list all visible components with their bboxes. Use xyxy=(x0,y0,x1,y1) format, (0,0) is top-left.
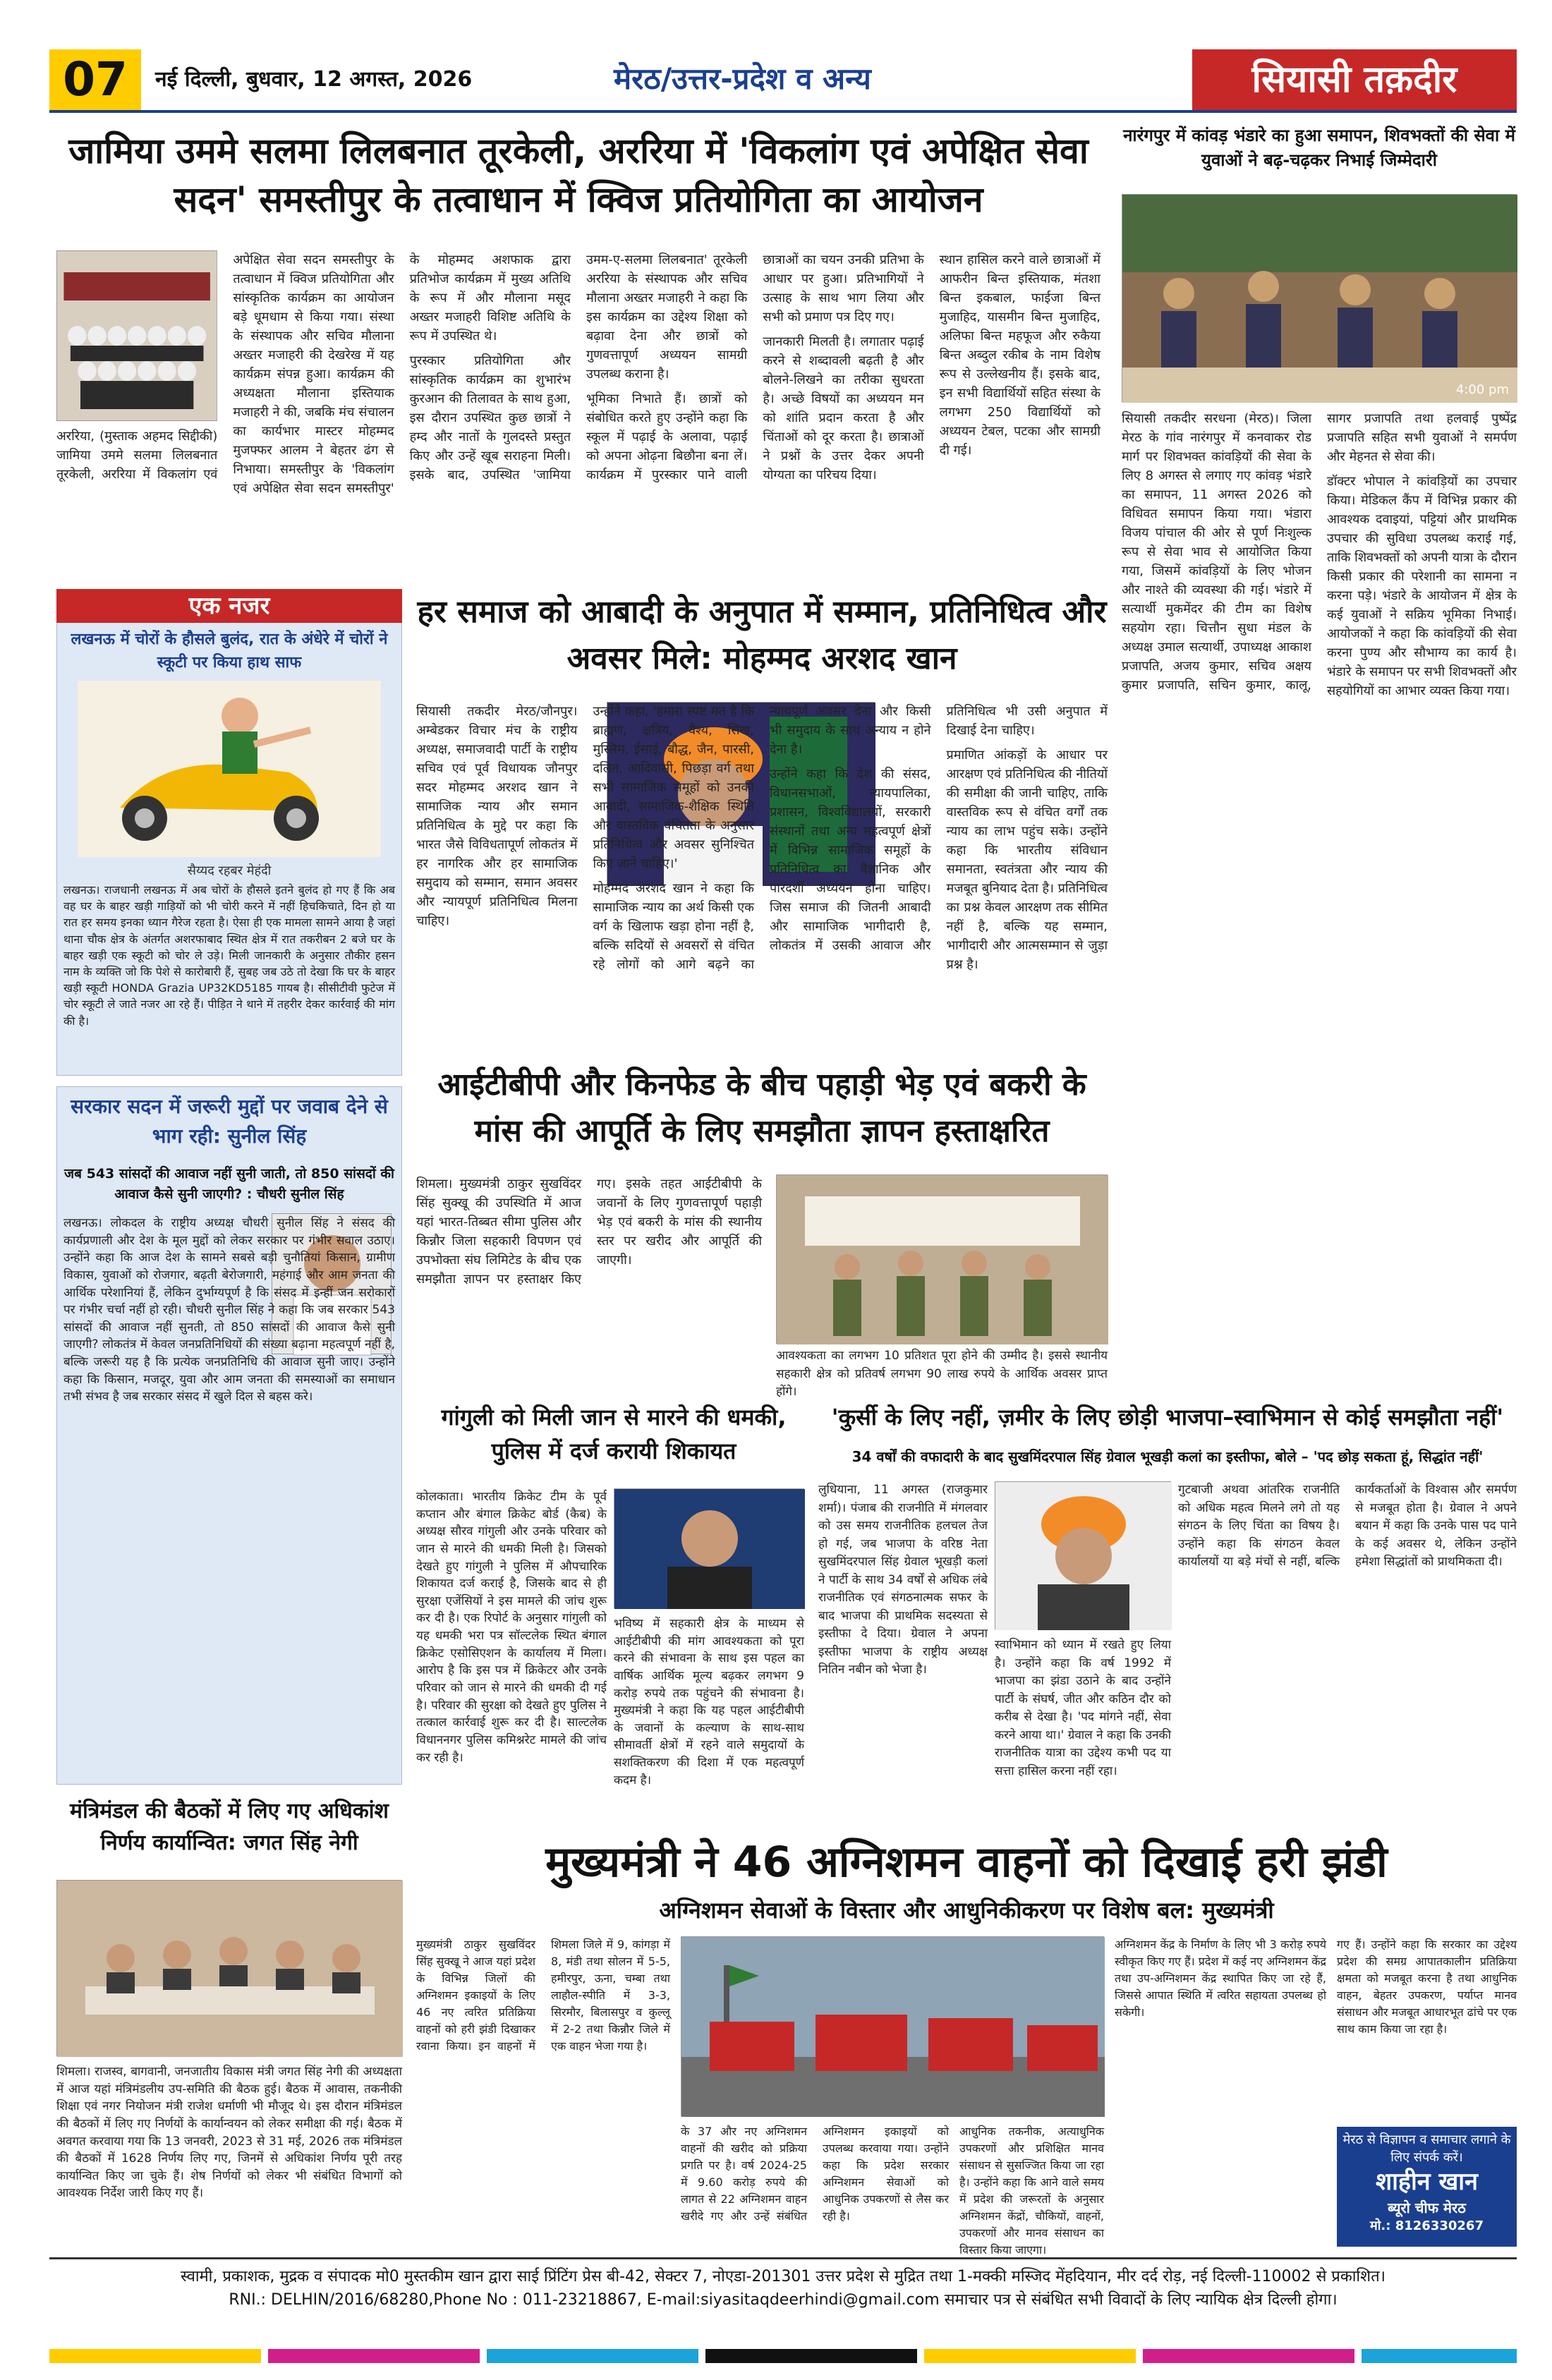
story1-photo xyxy=(56,250,217,421)
fire-para: आधुनिक तकनीक, अत्याधुनिक उपकरणों और प्रशिक्षित मानव संसाधन से सुसज्जित किया जा रहा है। उन्होंने कहा कि आने वाले समय में प्रदेश की जरूरतों के अनुसार अग्निशमन केंद्रों, चौकियों, वाहनों, उपकरणों और मानव संसाधन का विस्तार किया जाएगा। xyxy=(959,2125,1104,2257)
ek-nazar-body: लखनऊ। राजधानी लखनऊ में अब चोरों के हौसले इतने बुलंद हो गए हैं कि अब वह घर के बाहर खड़ी गाड़ियों को भी चोरी करने में नहीं हिचकिचाते, दिन हो या रात हर समय इनका ध्यान गैरेज रहता है। ऐसा ही एक मामला सामने आया है जहां थाना चौक क्षेत्र के अंतर्गत अशरफाबाद स्थित क्षेत्र में रात तकरीबन 2 बजे घर के बाहर खड़ी एक स्कूटी को चोर ले उड़े। मिली जानकारी के अनुसार तौकीर हसन नाम के व्यक्ति जो कि पेशे से कारोबारी हैं, सुबह जब उठे तो देखा कि घर के बाहर खड़ी स्कूटी HONDA Grazia UP32KD5185 गायब है। सीसीटीवी फुटेज में चोर स्कूटी ले जाते नजर आ रहे हैं। पीड़ित ने थाने में तहरीर देकर कार्रवाई की मांग की है। xyxy=(63,883,395,1028)
kursi-headline: 'कुर्सी के लिए नहीं, ज़मीर के लिए छोड़ी भाजपा–स्वाभिमान से कोई समझौता नहीं' xyxy=(831,1404,1504,1431)
fire-para: गए हैं। उन्होंने कहा कि सरकार का उद्देश्य प्रदेश की समग्र आपातकालीन प्रतिक्रिया क्षमता को मजबूत करना है तथा आधुनिक वाहन, बेहतर उपकरण, पर्याप्त मानव संसाधन और मजबूत आधारभूत ढांचे पर एक साथ काम किया जा रहा है। xyxy=(1337,1938,1517,2036)
color-bar xyxy=(49,2349,1517,2366)
arshad-para: उन्होंने कहा कि देश की संसद, विधानसभाओं, न्यायपालिका, प्रशासन, विश्वविद्यालयों, सरकारी संस्थानों तथा अन्य महत्वपूर्ण क्षेत्रों में विभिन्न सामाजिक समूहों के प्रतिनिधित्व का वैज्ञानिक और पारदर्शी अध्ययन होना चाहिए। जिस समाज की जितनी आबादी और सामाजिक भागीदारी है, लोकतंत्र में उसकी आवाज और प्रतिनिधित्व भी उसी अनुपात में दिखाई देना चाहिए। xyxy=(770,704,1108,953)
arshad-headline: हर समाज को आबादी के अनुपात में सम्मान, प्रतिनिधित्व और अवसर मिले: मोहम्मद अरशद खान xyxy=(417,594,1107,676)
fire-body3 xyxy=(959,2123,1104,2257)
ad-name: शाहीन खान xyxy=(1376,2168,1478,2197)
itbp-headline: आईटीबीपी और किनफेड के बीच पहाड़ी भेड़ एवं बकरी के मांस की आपूर्ति के लिए समझौता ज्ञापन हस्ताक्षरित xyxy=(437,1067,1086,1149)
ad-title: ब्यूरो चीफ मेरठ xyxy=(1388,2199,1466,2216)
arshad-para: मोहम्मद अरशद खान ने कहा कि सामाजिक न्याय का अर्थ किसी एक वर्ग के खिलाफ खड़ा होना नहीं है, बल्कि सदियों से अवसरों से वंचित रहे लोगों को आगे बढ़ने का न्यायपूर्ण अवसर देना और किसी भी समुदाय के साथ अन्याय न होने देना है। xyxy=(593,704,931,972)
story2-headline: नारंगपुर में कांवड़ भंडारे का हुआ समापन, शिवभक्तों की सेवा में युवाओं ने बढ़-चढ़कर निभाई जिम्मेदारी xyxy=(1123,126,1515,170)
story2-photo xyxy=(1122,194,1517,402)
ganguly-headline: गांगुली को मिली जान से मारने की धमकी, पुलिस में दर्ज करायी शिकायत xyxy=(441,1404,787,1464)
ganguly-body-cont xyxy=(614,1615,804,1820)
story1-para: भूमिका निभाते हैं। छात्रों को संबोधित करते हुए उन्होंने कहा कि स्कूल में पढ़ाई के अलावा, पढ़ाई को अपना ओढ़ना बिछौना बना लें। कार्यक्रम में पुरस्कार पाने वाली छात्राओं का चयन उनकी प्रतिभा के आधार पर हुआ। प्रतिभागियों ने उत्साह के साथ भाग लिया और सभी को प्रमाण पत्र दिए गए। xyxy=(586,253,924,482)
itbp-para: आवश्यकता का लगभग 10 प्रतिशत पूरा होने की उम्मीद है। इससे स्थानीय सहकारी क्षेत्र को प्रतिवर्ष लगभग 90 लाख रुपये के आर्थिक अवसर प्राप्त होंगे। xyxy=(776,1349,1108,1399)
ganguly-photo xyxy=(614,1488,804,1608)
page-number: 07 xyxy=(49,49,141,110)
story2-body xyxy=(1122,409,1517,769)
itbp-body2 xyxy=(776,1347,1108,1399)
ek-nazar-label: एक नजर xyxy=(56,589,402,623)
kursi-body xyxy=(818,1481,988,1820)
arshad-para: प्रमाणित आंकड़ों के आधार पर आरक्षण एवं प्रतिनिधित्व की नीतियों की समीक्षा की जानी चाहिए, ताकि वास्तविक रूप से वंचित वर्गों तक न्याय का लाभ पहुंच सके। उन्होंने कहा कि भारतीय संविधान समानता, स्वतंत्रता और न्याय की मजबूत बुनियाद देता है। प्रतिनिधित्व का प्रश्न केवल आरक्षण तक सीमित नहीं है, बल्कि यह सम्मान, भागीदारी और आत्मसम्मान से जुड़ा प्रश्न है। xyxy=(946,748,1108,972)
ad-phone: मो.: 8126330267 xyxy=(1370,2218,1484,2233)
sunil-body: लखनऊ। लोकदल के राष्ट्रीय अध्यक्ष चौधरी सुनील सिंह ने संसद की कार्यप्रणाली और देश के मूल मुद्दों को लेकर सरकार पर गंभीर सवाल उठाए। उन्होंने कहा कि आज देश के सामने सबसे बड़ी चुनौतियां किसान, ग्रामीण विकास, युवाओं को रोजगार, बढ़ती बेरोजगारी, महंगाई और आम जनता की आर्थिक परेशानियां हैं, लेकिन दुर्भाग्यपूर्ण है कि संसद में इन्हीं जन सरोकारों पर गंभीर चर्चा नहीं हो रही। चौधरी सुनील सिंह ने कहा कि जब सरकार 543 सांसदों की आवाज नहीं सुनती, तो 850 सांसदों की आवाज कैसे सुनी जाएगी? लोकतंत्र में केवल जनप्रतिनिधियों की संख्या बढ़ाना महत्वपूर्ण नहीं है, बल्कि जरूरी यह है कि प्रत्येक जनप्रतिनिधि की आवाज सुनी जाए। उन्होंने कहा कि किसान, मजदूर, युवा और आम जनता की समस्याओं का समाधान तभी संभव है जब सरकार संसद में खुले दिल से बहस करे। xyxy=(63,1216,395,1404)
fire-subhead: अग्निशमन सेवाओं के विस्तार और आधुनिकीकरण पर विशेष बल: मुख्यमंत्री xyxy=(659,1897,1274,1924)
fire-body4 xyxy=(1115,1936,1326,2247)
arshad-para: सियासी तकदीर मेरठ/जौनपुर। अम्बेडकर विचार मंच के राष्ट्रीय अध्यक्ष, समाजवादी पार्टी के राष्ट्रीय सचिव एवं पूर्व विधायक जौनपुर सदर मोहम्मद अरशद खान ने सामाजिक न्याय और समान प्रतिनिधित्व के मुद्दे पर कहा कि भारत जैसे विविधतापूर्ण लोकतंत्र में हर नागरिक और हर सामाजिक समुदाय को सम्मान, समान अवसर और न्यायपूर्ण प्रतिनिधित्व मिलना चाहिए। xyxy=(416,704,578,928)
imprint-line-1: स्वामी, प्रकाशक, मुद्रक व संपादक मो0 मुस्तकीम खान द्वारा साई प्रिंटिंग प्रेस बी-42, सेक्टर 7, नोएडा-201301 उत्तर प्रदेश से मुद्रित तथा 1-मक्की मस्जिद मेंहदियान, मीर दर्द रोड़, नई दिल्ली-110002 से प्रकाशित। xyxy=(181,2268,1386,2285)
story1-para: अररिया, (मुस्ताक अहमद सिद्दीकी) जामिया उममे सलमा लिलबनात तूरकेली, अररिया में विकलांग एवं अपेक्षित सेवा सदन समस्तीपुर के तत्वाधान में क्विज प्रतियोगिता और सांस्कृतिक कार्यक्रम का आयोजन बड़े धूमधाम से किया गया। संस्था के संस्थापक और सचिव मौलाना अख्तर मजाहरी की देखरेख में यह कार्यक्रम संपन्न हुआ। कार्यक्रम की अध्यक्षता मौलाना इस्तियाक मजाहरी ने की, जबकि मंच संचालन का कार्यभार मास्टर मोहम्मद मुजफ्फर आलम ने बेहतर ढंग से निभाया। समस्तीपुर के 'विकलांग एवं अपेक्षित सेवा सदन समस्तीपुर' के मोहम्मद अशफाक द्वारा प्रतिभोज कार्यक्रम में मुख्य अतिथि के रूप में और मौलाना मसूद अख्तर मजाहरी विशिष्ट अतिथि के रूप में उपस्थित थे। xyxy=(56,253,571,496)
itbp-para: शिमला। मुख्यमंत्री ठाकुर सुखविंदर सिंह सुक्खू की उपस्थिति में आज यहां भारत-तिब्बत सीमा पुलिस और किन्नौर जिला सहकारी विपणन एवं उपभोक्ता संघ लिमिटेड के बीच एक समझौता ज्ञापन पर हस्ताक्षर किए गए। इसके तहत आईटीबीपी के जवानों के लिए गुणवत्तापूर्ण पहाड़ी भेड़ एवं बकरी के मांस की स्थानीय स्तर पर खरीद और आपूर्ति की जाएगी। xyxy=(416,1177,762,1287)
ad-line: मेरठ से विज्ञापन व समाचार लगाने के लिए संपर्क करें। xyxy=(1342,2132,1511,2166)
arshad-body xyxy=(416,702,1108,1055)
sunil-subhead: जब 543 सांसदों की आवाज नहीं सुनी जाती, तो 850 सांसदों की आवाज कैसे सुनी जाएगी? : चौधरी सुनील सिंह xyxy=(64,1166,394,1202)
arshad-para: उन्होंने कहा, 'हमारा स्पष्ट मत है कि ब्राह्मण, क्षत्रिय, वैश्य, सिख, मुस्लिम, ईसाई, बौद्ध, जैन, पारसी, दलित, आदिवासी, पिछड़ा वर्ग तथा सभी सामाजिक समूहों को उनकी आबादी, सामाजिक-शैक्षिक स्थिति और वास्तविक वंचितता के अनुसार प्रतिनिधित्व और अवसर सुनिश्चित किए जाने चाहिए।' xyxy=(593,704,754,871)
brand-title: सियासी तक़दीर xyxy=(1192,49,1517,110)
fire-body2 xyxy=(681,2123,949,2247)
kursi-photo xyxy=(995,1481,1171,1629)
section-title: मेरठ/उत्तर-प्रदेश व अन्य xyxy=(614,61,871,96)
story1-para: पुरस्कार प्रतियोगिता और सांस्कृतिक कार्यक्रम का शुभारंभ कुरआन की तिलावत के साथ हुआ, इस दौरान उपस्थित कुछ छात्रों ने हम्द और नातों के गुलदस्ते प्रस्तुत किए और उन्हें खूब सराहना मिली। इसके बाद, उपस्थित 'जामिया उमम-ए-सलमा लिलबनात' तूरकेली अररिया के संस्थापक और सचिव मौलाना अख्तर मजाहरी ने कहा कि इस कार्यक्रम का उद्देश्य शिक्षा को बढ़ावा देना और छात्रों को गुणवत्तापूर्ण अध्ययन सामग्री उपलब्ध कराना है। xyxy=(409,253,748,482)
imprint-footer xyxy=(49,2257,1517,2342)
photo-timestamp: 4:00 pm xyxy=(1455,382,1509,397)
kursi-body3 xyxy=(1178,1481,1517,1820)
ganguly-body: कोलकाता। भारतीय क्रिकेट टीम के पूर्व कप्तान और बंगाल क्रिकेट बोर्ड (कैब) के अध्यक्ष सौरव गांगुली और उनके परिवार को जान से मारने की धमकी मिली है। जिसको देखते हुए गांगुली ने पुलिस में औपचारिक शिकायत दर्ज कराई है, जिसके बाद से ही सुरक्षा एजेंसियों ने इस मामले की जांच शुरू कर दी है। एक रिपोर्ट के अनुसार गांगुली को यह धमकी भरा पत्र सॉल्टलेक स्थित बंगाल क्रिकेट एसोसिएशन के कार्यालय में मिला। आरोप है कि इस पत्र में क्रिकेटर और उनके परिवार को जान से मारने की धमकी दी गई है। परिवार की सुरक्षा को देखते हुए पुलिस ने तत्काल कार्रवाई शुरू कर दी है। साल्टलेक विधाननगर पुलिस कमिश्नरेट मामले की जांच कर रही है। xyxy=(416,1490,607,1765)
kursi-subhead: 34 वर्षों की वफादारी के बाद सुखमिंदरपाल सिंह ग्रेवाल भूखड़ी कलां का इस्तीफा, बोले – 'पद छोड़ सकता हूं, सिद्धांत नहीं' xyxy=(851,1448,1484,1465)
fire-para: के 37 और नए अग्निशमन वाहनों की खरीद को प्रक्रिया प्रगति पर है। वर्ष 2024-25 में 9.60 करोड़ रुपये की लागत से 22 अग्निशमन वाहन खरीदे गए और उन्हें संबंधित अग्निशमन इकाइयों को उपलब्ध करवाया गया। उन्होंने कहा कि प्रदेश सरकार अग्निशमन सेवाओं को आधुनिक उपकरणों से लैस कर रही है। xyxy=(681,2125,949,2223)
fire-para: अग्निशमन केंद्र के निर्माण के लिए भी 3 करोड़ रुपये स्वीकृत किए गए हैं। प्रदेश में कई नए अग्निशमन केंद्र तथा उप-अग्निशमन केंद्र स्थापित किए जा रहे हैं, जिससे आपात स्थिति में त्वरित सहायता उपलब्ध हो सकेगी। xyxy=(1115,1938,1326,2019)
varanasi-side xyxy=(1122,776,1517,783)
story1-headline: जामिया उममे सलमा लिलबनात तूरकेली, अररिया में 'विकलांग एवं अपेक्षित सेवा सदन' समस्तीपुर के तत्वाधान में क्विज प्रतियोगिता का आयोजन xyxy=(68,130,1089,220)
sunil-headline: सरकार सदन में जरूरी मुद्दों पर जवाब देने से भाग रही: सुनील सिंह xyxy=(71,1095,388,1148)
story1-para: जानकारी मिलती है। लगातार पढ़ाई करने से शब्दावली बढ़ती है और बोलने-लिखने का तरीका सुधरता है। अच्छे विषयों का अध्ययन मन को शांति प्रदान करता है और चिंताओं को दूर करता है। छात्राओं ने प्रश्नों के उत्तर देकर अपनी योग्यता का परिचय दिया। xyxy=(763,334,924,482)
ek-nazar-headline: लखनऊ में चोरों के हौसले बुलंद, रात के अंधेरे में चोरों ने स्कूटी पर किया हाथ साफ xyxy=(71,631,388,672)
fire-photo xyxy=(681,1936,1104,2116)
cabinet-headline: मंत्रिमंडल की बैठकों में लिए गए अधिकांश निर्णय कार्यान्वित: जगत सिंह नेगी xyxy=(70,1799,389,1855)
date-line: नई दिल्ली, बुधवार, 12 अगस्त, 2026 xyxy=(155,67,473,92)
fire-headline: मुख्यमंत्री ने 46 अग्निशमन वाहनों को दिखाई हरी झंडी xyxy=(545,1838,1388,1887)
imprint-line-2: RNI.: DELHIN/2016/68280,Phone No : 011-23218867, E-mail:siyasitaqdeerhindi@gmail.com समाचार पत्र से संबंधित सभी विवादों के लिए न्यायिक क्षेत्र दिल्ली होगा। xyxy=(229,2291,1338,2309)
kursi-para: स्वाभिमान को ध्यान में रखते हुए लिया है। उन्होंने कहा कि वर्ष 1992 में भाजपा का झंडा उठाने के बाद उन्होंने पार्टी के संघर्ष, जीत और कठिन दौर को करीब से देखा है। 'पद मांगने नहीं, सेवा करने आया था।' ग्रेवाल ने कहा कि उनकी राजनीतिक यात्रा का उद्देश्य कभी पद या सत्ता हासिल करना नहीं रहा। xyxy=(995,1638,1171,1778)
kursi-para: गुटबाजी अथवा आंतरिक राजनीति को अधिक महत्व मिलने लगे तो यह संगठन के लिए चिंता का विषय है। उन्होंने कहा कि संगठन केवल कार्यालयों या बड़े मंचों से नहीं, बल्कि कार्यकर्ताओं के विश्वास और समर्पण से मजबूत होता है। ग्रेवाल ने अपने बयान में कहा कि उनके पास पद पाने के कई अवसर थे, लेकिन उन्होंने हमेशा सिद्धांतों को प्राथमिकता दी। xyxy=(1178,1483,1517,1569)
kursi-body2 xyxy=(995,1637,1171,1820)
ad-box xyxy=(1337,2127,1517,2247)
story2-para: डॉक्टर भोपाल ने कांवड़ियों का उपचार किया। मेडिकल कैंप में विभिन्न प्रकार की आवश्यक दवाइयां, पट्टियां और प्राथमिक उपचार की सुविधा उपलब्ध कराई गई, ताकि शिवभक्तों को अपनी यात्रा के दौरान किसी प्रकार की परेशानी का सामना न करना पड़े। भंडारे के आयोजन में क्षेत्र के कई युवाओं ने सक्रिय भूमिका निभाई। आयोजकों ने कहा कि कांवड़ियों की सेवा करना पुण्य और सौभाग्य का कार्य है। भंडारे के समापन पर सभी शिवभक्तों और सहयोगियों का आभार व्यक्त किया गया। xyxy=(1327,474,1517,698)
itbp-para: भविष्य में सहकारी क्षेत्र के माध्यम से आईटीबीपी की मांग आवश्यकता को पूरा करने की संभावना के साथ इस पहल का वार्षिक आर्थिक मूल्य बढ़कर लगभग 9 करोड़ रुपये तक पहुंचने की संभावना है। मुख्यमंत्री ने कहा कि यह पहल आईटीबीपी के जवानों के कल्याण के साथ-साथ सीमावर्ती क्षेत्रों में रहने वाले समुदायों के सशक्तिकरण की दिशा में एक महत्वपूर्ण कदम है। xyxy=(614,1617,804,1787)
fire-para: मुख्यमंत्री ठाकुर सुखविंदर सिंह सुक्खू ने आज यहां प्रदेश के विभिन्न जिलों की अग्निशमन इकाइयों के लिए 46 नए त्वरित प्रतिक्रिया वाहनों को हरी झंडी दिखाकर रवाना किया। इन वाहनों में शिमला जिले में 9, कांगड़ा में 8, मंडी तथा सोलन में 5-5, हमीरपुर, ऊना, चम्बा तथा लाहौल-स्पीति में 3-3, सिरमौर, बिलासपुर व कुल्लू में 2-2 तथा किन्नौर जिले में एक वाहन भेजा गया है। xyxy=(416,1938,670,2053)
story2-para: सियासी तकदीर सरधना (मेरठ)। जिला मेरठ के गांव नारंगपुर में कनवाकर रोड मार्ग पर शिवभक्त कांवड़ियों की सेवा के लिए 8 अगस्त से लगाए गए कांवड़ भंडारे का समापन, 11 अगस्त 2026 को विधिवत समापन किया गया। भंडारा विजय पांचाल की ओर से पूर्ण निःशुल्क रूप से सेवा भाव से आयोजित किया गया, जिसमें कांवड़ियों के लिए भोजन और नाश्ते की व्यवस्था की गई। भंडारे में सत्यार्थी मुकमेंदर की टीम का विशेष सहयोग रहा। चित्तौन सुधा मंडल के अध्यक्ष उमाल सत्यार्थी, उपाध्यक्ष आकाश प्रजापति, अजय कुमार, सचिव अक्षय कुमार प्रजापति, सचिन कुमार, कालू, सागर प्रजापति तथा हलवाई पुष्पेंद्र प्रजापति सहित सभी युवाओं ने समर्पण और मेहनत से सेवा की। xyxy=(1122,411,1517,693)
kursi-para: लुधियाना, 11 अगस्त (राजकुमार शर्मा)। पंजाब की राजनीति में मंगलवार को उस समय राजनीतिक हलचल तेज हो गई, जब भाजपा के वरिष्ठ नेता सुखमिंदरपाल सिंह ग्रेवाल भूखड़ी कलां ने पार्टी के साथ 34 वर्षों से अधिक लंबे राजनीतिक एवं संगठनात्मक सफर के बाद भाजपा की प्राथमिक सदस्यता से इस्तीफा दे दिया। ग्रेवाल ने अपना इस्तीफा भाजपा के राष्ट्रीय अध्यक्ष नितिन नबीन को भेजा है। xyxy=(818,1483,988,1677)
cabinet-body: शिमला। राजस्व, बागवानी, जनजातीय विकास मंत्री जगत सिंह नेगी की अध्यक्षता में आज यहां मंत्रिमंडलीय उप-समिति की बैठक हुई। बैठक में आवास, तकनीकी शिक्षा एवं नगर नियोजन मंत्री राजेश धर्माणी भी मौजूद थे। इस दौरान मंत्रिमंडल की बैठकों में लिए गए निर्णयों के कार्यान्वयन को लेकर समीक्षा की गई। बैठक में अवगत करवाया गया कि 13 जनवरी, 2023 से 31 मई, 2026 तक मंत्रिमंडल की बैठकों में 1628 निर्णय लिए गए, जिनमें से अधिकांश निर्णय पूरी तरह कार्यान्वित किए जा चुके हैं। शेष निर्णयों को लेकर भी संबंधित विभागों को आवश्यक निर्देश जारी किए गए हैं। xyxy=(56,2065,402,2201)
fire-body5 xyxy=(1337,1936,1517,2120)
itbp-body xyxy=(416,1174,762,1386)
fire-body1 xyxy=(416,1936,670,2247)
story1-para: स्थान हासिल करने वाले छात्राओं में आफरीन बिन्त इस्तियाक, मंतशा बिन्त इकबाल, फाईजा बिन्त मुजाहिद, यासमीन बिन्त मुजाहिद, अलिफा बिन्त महफूज और रुकैया बिन्त अब्दुल रकीब के नाम विशेष रूप से उल्लेखनीय हैं। इसके बाद, इन सभी विद्यार्थियों सहित संस्था के लगभग 250 विद्यार्थियों को अध्ययन टेबल, पटका और सामग्री दी गई। xyxy=(939,253,1101,458)
story1-body xyxy=(56,250,1101,582)
ek-nazar-byline: सैय्यद रहबर मेहंदी xyxy=(187,863,272,878)
scooter-illustration xyxy=(78,681,381,857)
masthead xyxy=(49,49,1517,113)
cabinet-photo xyxy=(56,1880,402,2056)
itbp-photo xyxy=(776,1174,1108,1344)
